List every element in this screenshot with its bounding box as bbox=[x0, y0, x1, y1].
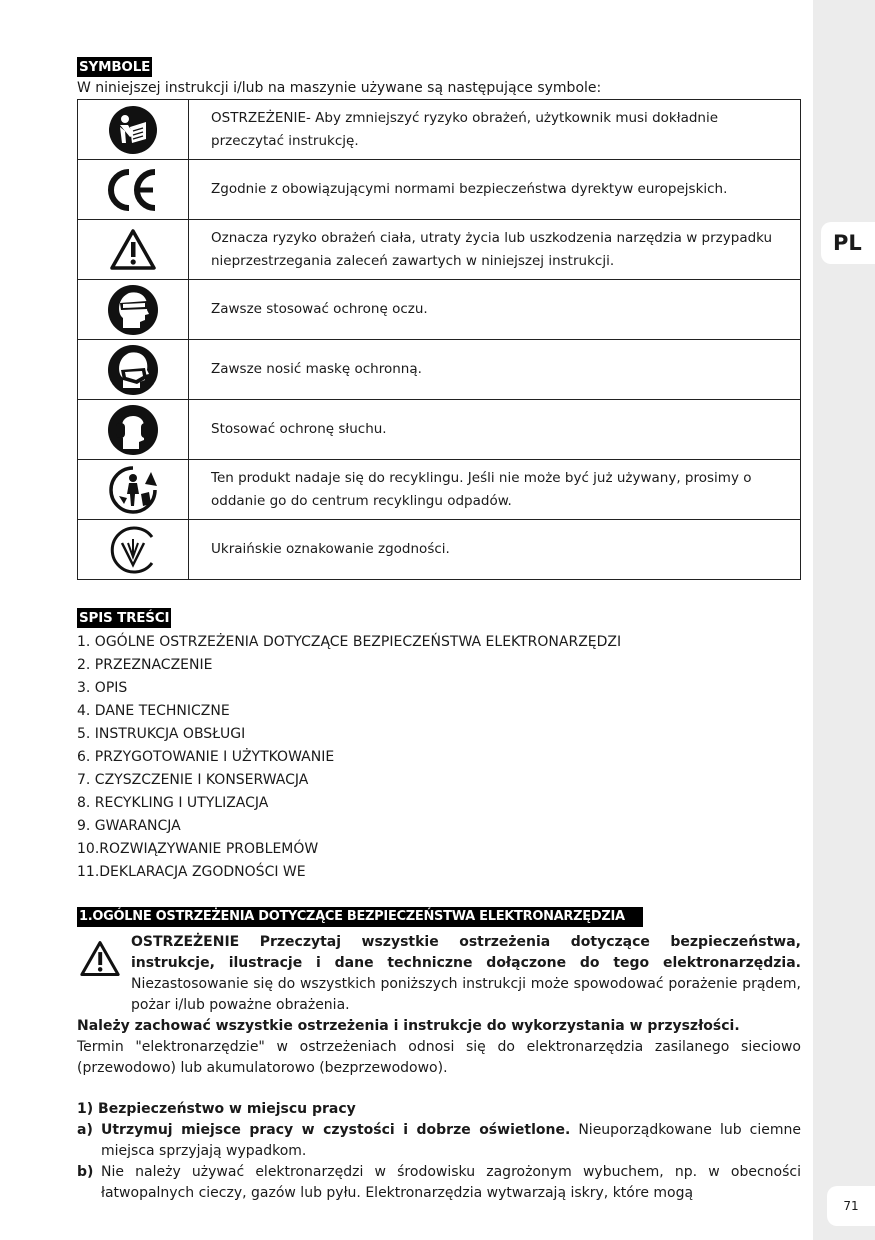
toc-heading: SPIS TREŚCI bbox=[79, 610, 170, 626]
table-of-contents bbox=[77, 607, 621, 884]
symbol-description: OSTRZEŻENIE- Aby zmniejszyć ryzyko obrażeń, użytkownik musi dokładnie przeczytać instrukcję. bbox=[189, 100, 801, 160]
toc-item: 1. OGÓLNE OSTRZEŻENIA DOTYCZĄCE BEZPIECZEŃSTWA ELEKTRONARZĘDZI bbox=[77, 634, 622, 650]
warning-triangle-icon bbox=[78, 228, 188, 272]
page-number-tab bbox=[827, 1186, 875, 1226]
symbol-description: Zawsze nosić maskę ochronną. bbox=[189, 340, 801, 400]
symbol-row bbox=[78, 520, 801, 580]
toc-item: 7. CZYSZCZENIE I KONSERWACJA bbox=[77, 772, 309, 788]
read-manual-icon bbox=[78, 105, 188, 155]
symbol-row bbox=[78, 460, 801, 520]
ukrainian-conformity-icon bbox=[78, 525, 188, 575]
warning-paragraph bbox=[131, 932, 801, 1016]
symbol-row bbox=[78, 340, 801, 400]
list-marker: b) bbox=[77, 1164, 94, 1180]
list-item bbox=[77, 1162, 801, 1204]
symbol-description: Stosować ochronę słuchu. bbox=[189, 400, 801, 460]
list-item-text: Nie należy używać elektronarzędzi w środowisku zagrożonym wybuchem, np. w obecności łatwopalnych cieczy, gazów lub pyłu. Elektronarzędzia wytwarzają iskry, które mogą bbox=[101, 1164, 801, 1201]
symbol-row bbox=[78, 160, 801, 220]
warning-bold-text: OSTRZEŻENIE Przeczytaj wszystkie ostrzeżenia dotyczące bezpieczeństwa, instrukcje, ilustracje i dane techniczne dołączone do tego elektronarzędzia. bbox=[131, 934, 801, 971]
symbols-table bbox=[77, 99, 801, 580]
page-number: 71 bbox=[843, 1199, 859, 1213]
toc-item: 3. OPIS bbox=[77, 680, 128, 696]
symbols-intro: W niniejszej instrukcji i/lub na maszynie używane są następujące symbole: bbox=[77, 80, 602, 96]
section-heading: 1.OGÓLNE OSTRZEŻENIA DOTYCZĄCE BEZPIECZEŃSTWA ELEKTRONARZĘDZIA bbox=[77, 907, 643, 927]
eye-protection-icon bbox=[78, 284, 188, 336]
toc-item: 11.DEKLARACJA ZGODNOŚCI WE bbox=[77, 864, 306, 880]
list-item bbox=[77, 1120, 801, 1162]
symbol-row bbox=[78, 280, 801, 340]
face-mask-icon bbox=[78, 344, 188, 396]
symbol-row bbox=[78, 400, 801, 460]
list-item-bold: Utrzymuj miejsce pracy w czystości i dobrze oświetlone. bbox=[101, 1122, 571, 1138]
warning-block bbox=[77, 932, 801, 1016]
subsection-heading bbox=[77, 1099, 801, 1120]
toc-item: 5. INSTRUKCJA OBSŁUGI bbox=[77, 726, 246, 742]
toc-item: 10.ROZWIĄZYWANIE PROBLEMÓW bbox=[77, 841, 319, 857]
symbol-description: Oznacza ryzyko obrażeń ciała, utraty życia lub uszkodzenia narzędzia w przypadku nieprzestrzegania zaleceń zawartych w niniejszej instrukcji. bbox=[189, 220, 801, 280]
symbol-row bbox=[78, 100, 801, 160]
symbol-description: Ten produkt nadaje się do recyklingu. Jeśli nie może być już używany, prosimy o oddanie go do centrum recyklingu odpadów. bbox=[189, 460, 801, 520]
keep-instructions-note: Należy zachować wszystkie ostrzeżenia i instrukcje do wykorzystania w przyszłości. bbox=[77, 1018, 740, 1034]
toc-item: 9. GWARANCJA bbox=[77, 818, 181, 834]
symbol-description: Ukraińskie oznakowanie zgodności. bbox=[189, 520, 801, 580]
language-tab bbox=[821, 222, 875, 264]
subsection-number: 1 bbox=[77, 1101, 87, 1117]
toc-item: 2. PRZEZNACZENIE bbox=[77, 657, 213, 673]
symbol-row bbox=[78, 220, 801, 280]
term-definition: Termin "elektronarzędzie" w ostrzeżeniach odnosi się do elektronarzędzia zasilanego sieciowo (przewodowo) lub akumulatorowo (bezprzewodowo). bbox=[77, 1039, 801, 1076]
symbol-description: Zgodnie z obowiązującymi normami bezpieczeństwa dyrektyw europejskich. bbox=[189, 160, 801, 220]
side-margin-bar bbox=[813, 0, 875, 1240]
recycling-icon bbox=[78, 464, 188, 516]
hearing-protection-icon bbox=[78, 404, 188, 456]
section-general-warnings bbox=[77, 905, 801, 1204]
symbol-description: Zawsze stosować ochronę oczu. bbox=[189, 280, 801, 340]
list-item-text: Nieuporządkowane lub ciemne miejsca sprzyjają wypadkom. bbox=[101, 1122, 801, 1159]
ce-mark-icon bbox=[78, 166, 188, 214]
list-marker: a) bbox=[77, 1122, 93, 1138]
toc-item: 6. PRZYGOTOWANIE I UŻYTKOWANIE bbox=[77, 749, 335, 765]
subsection-title: ) Bezpieczeństwo w miejscu pracy bbox=[86, 1101, 356, 1117]
warning-text: Niezastosowanie się do wszystkich poniższych instrukcji może spowodować porażenie prądem, pożar i/lub poważne obrażenia. bbox=[131, 976, 801, 1013]
toc-item: 8. RECYKLING I UTYLIZACJA bbox=[77, 795, 269, 811]
language-label: PL bbox=[833, 231, 862, 255]
toc-item: 4. DANE TECHNICZNE bbox=[77, 703, 230, 719]
warning-triangle-icon bbox=[79, 940, 121, 982]
symbols-heading: SYMBOLE bbox=[79, 59, 151, 75]
